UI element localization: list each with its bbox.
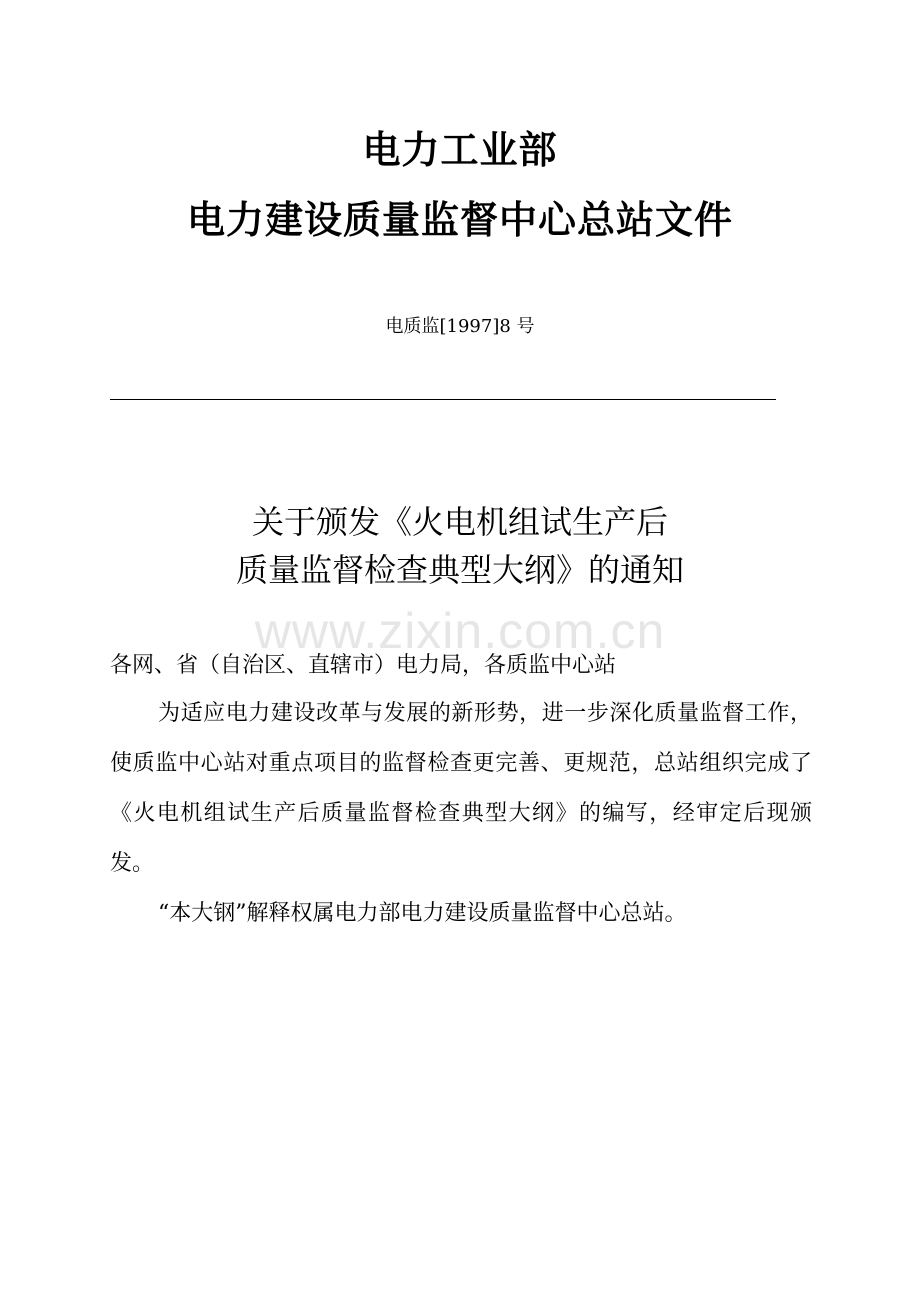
document-number: 电质监[1997]8 号 [385,316,535,337]
watermark: www.zixin.com.cn [254,603,666,659]
issuer-document-heading: 电力建设质量监督中心总站文件 [186,198,733,242]
header-divider [110,399,776,400]
body-paragraph-2: “本大钢”解释权属电力部电力建设质量监督中心总站。 [158,901,687,926]
notice-title-line-1: 关于颁发《火电机组试生产后 [251,503,668,541]
body-paragraph-1: 为适应电力建设改革与发展的新形势，进一步深化质量监督工作，使质监中心站对重点项目的监督检查更完善、更规范，总站组织完成了《火电机组试生产后质量监督检查典型大纲》的编写，经审定后现颁发。 [110,701,812,876]
issuer-name: 电力工业部 [362,128,558,172]
notice-title-line-2: 质量监督检查典型大纲》的通知 [235,551,684,589]
salutation: 各网、省（自治区、直辖市）电力局，各质监中心站 [110,653,617,678]
